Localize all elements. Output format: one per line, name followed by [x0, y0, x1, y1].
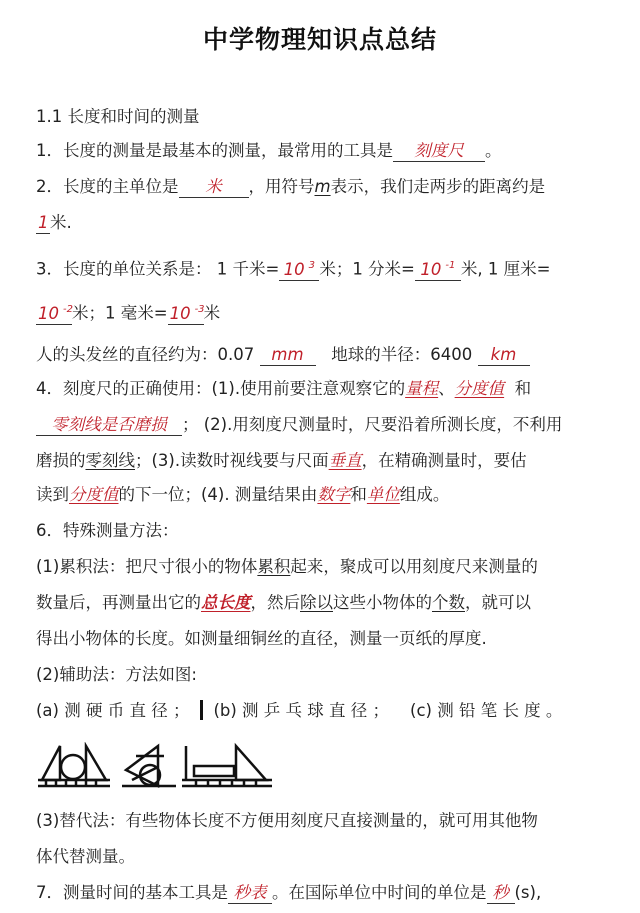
- hair-earth-line: 人的头发丝的直径约为：0.07 mm 地球的半径：6400 km: [36, 344, 624, 366]
- section-heading: 1.1 长度和时间的测量: [36, 107, 200, 126]
- pencil-diagram: [182, 746, 272, 786]
- measurement-figure: [36, 742, 276, 790]
- method-1-cont1: 数量后，再测量出它的总长度，然后除以这些小物体的个数，就可以: [36, 593, 531, 612]
- item-2-cont: 1米.: [38, 213, 72, 232]
- method-1-cont2: 得出小物体的长度。如测量细铜丝的直径，测量一页纸的厚度.: [36, 629, 487, 648]
- item-4-cont1: 零刻线是否磨损 ； (2).用刻度尺测量时，尺要沿着所测长度，不利用: [36, 414, 624, 436]
- item-4: 4．刻度尺的正确使用：(1).使用前要注意观察它的量程、分度值 和: [36, 379, 532, 398]
- item-4-cont3: 读到分度值的下一位；(4). 测量结果由数字和单位组成。: [36, 485, 450, 504]
- item-1: 1．长度的测量是最基本的测量，最常用的工具是 刻度尺 。: [36, 141, 502, 160]
- method-3-cont: 体代替测量。: [36, 847, 135, 866]
- method-2-cases: (a) 测 硬 币 直 径 ； (b) 测 乒 乓 球 直 径 ； (c) 测 铅 笔 长 度 。: [36, 701, 563, 720]
- method-1: (1)累积法：把尺寸很小的物体累积起来，聚成可以用刻度尺来测量的: [36, 557, 538, 576]
- page-title: 中学物理知识点总结: [202, 25, 437, 54]
- item-3-cont: 10 $^{-2}$米；1 毫米= 10 $^{-3}$米: [36, 300, 624, 325]
- ball-diagram: [122, 746, 176, 786]
- item-3: 3．长度的单位关系是： 1 千米= 10 $^3$ 米；1 分米= 10 $^{-1}$ 米, 1 厘米=: [36, 256, 624, 281]
- item-7: 7．测量时间的基本工具是 秒表 。在国际单位中时间的单位是 秒 (s),: [36, 883, 542, 902]
- item-4-cont2: 磨损的零刻线；(3).读数时视线要与尺面垂直，在精确测量时，要估: [36, 451, 527, 470]
- coin-diagram: [38, 746, 110, 786]
- item-2: 2．长度的主单位是 米 ，用符号m表示，我们走两步的距离约是: [36, 177, 546, 196]
- item-6: 6．特殊测量方法：: [36, 521, 179, 540]
- method-2: (2)辅助法：方法如图:: [36, 665, 197, 684]
- method-3: (3)替代法：有些物体长度不方便用刻度尺直接测量的，就可用其他物: [36, 811, 538, 830]
